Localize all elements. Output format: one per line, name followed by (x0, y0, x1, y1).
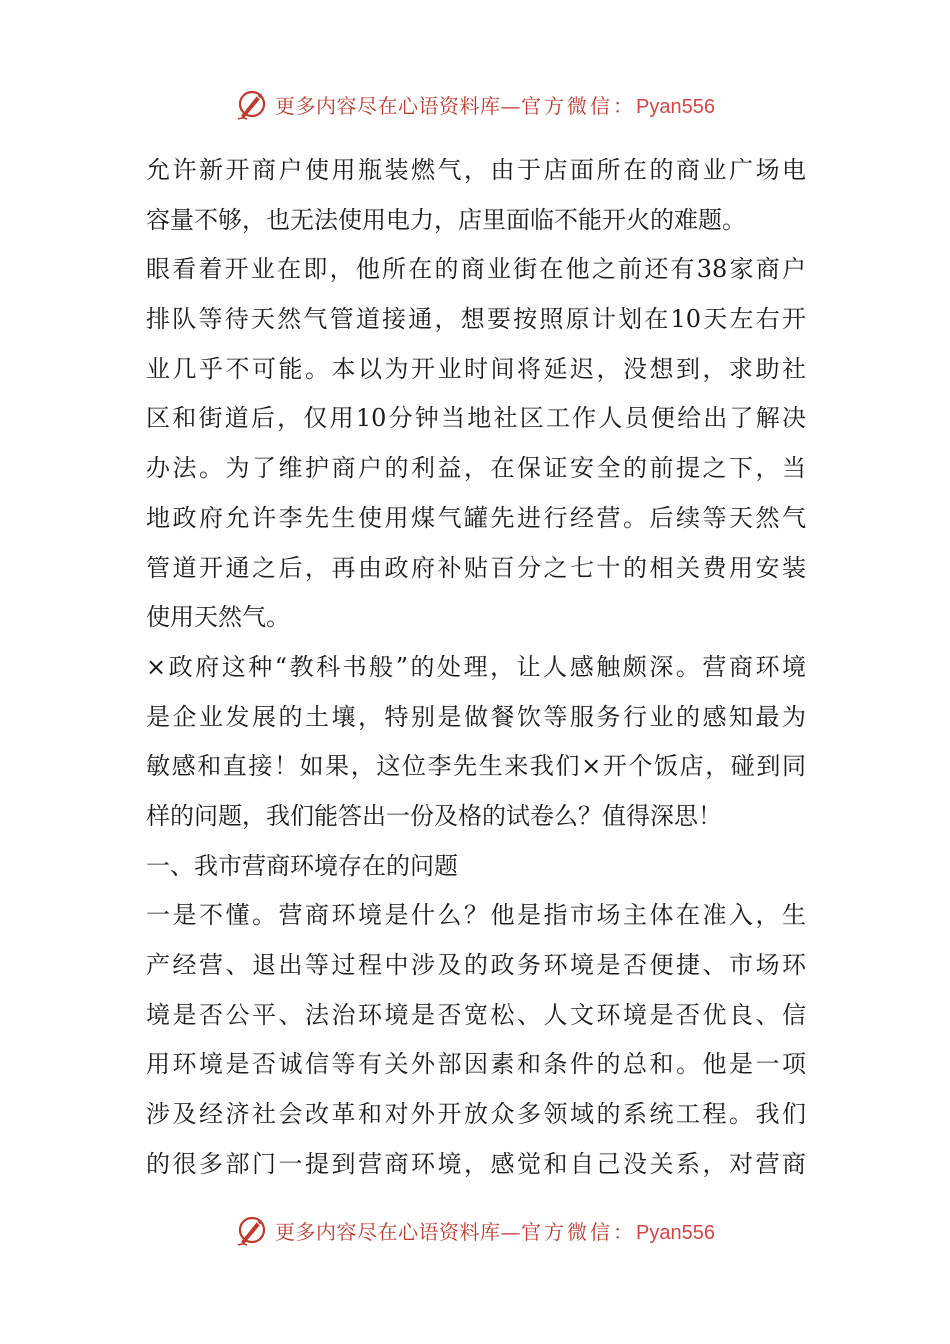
watermark-wechat-id: Pyan556 (636, 1221, 715, 1244)
watermark-wechat-id: Pyan556 (636, 95, 715, 118)
text-line: 办法。为了维护商户的利益，在保证安全的前提之下，当 (146, 454, 806, 483)
text-line: 管道开通之后，再由政府补贴百分之七十的相关费用安装 (146, 553, 806, 582)
text-line: 容量不够，也无法使用电力，店里面临不能开火的难题。 (146, 205, 746, 234)
text-line: 敏感和直接！如果，这位李先生来我们×开个饭店，碰到同 (146, 752, 806, 781)
text-line: 涉及经济社会改革和对外开放众多领域的系统工程。我们 (146, 1100, 806, 1129)
watermark-site-text: 更多内容尽在心语资料库 (275, 93, 501, 118)
text-line: 是企业发展的土壤，特别是做餐饮等服务行业的感知最为 (146, 702, 806, 731)
text-line: 产经营、退出等过程中涉及的政务环境是否便捷、市场环 (146, 951, 806, 979)
pen-circle-logo-icon (235, 86, 271, 122)
text-line: 地政府允许李先生使用煤气罐先进行经营。后续等天然气 (146, 503, 806, 532)
text-line: 眼看着开业在即，他所在的商业街在他之前还有38家商户 (146, 255, 806, 284)
watermark-wechat-label: 官方微信： (521, 93, 637, 118)
text-line: 境是否公平、法治环境是否宽松、人文环境是否优良、信 (146, 1000, 806, 1029)
watermark-dash: — (500, 1219, 522, 1244)
text-line: 的很多部门一提到营商环境，感觉和自己没关系，对营商 (146, 1149, 806, 1178)
pen-circle-logo-icon (235, 1212, 271, 1248)
header-watermark-banner (0, 84, 950, 124)
text-line: 允许新开商户使用瓶装燃气，由于店面所在的商业广场电 (146, 156, 806, 184)
watermark-text (275, 90, 715, 119)
text-line: 业几乎不可能。本以为开业时间将延迟，没想到，求助社 (146, 354, 806, 383)
text-line: ×政府这种“教科书般”的处理，让人感触颇深。营商环境 (146, 652, 806, 681)
watermark-dash: — (500, 93, 522, 118)
text-line: 一是不懂。营商环境是什么？他是指市场主体在准入，生 (146, 901, 806, 930)
watermark-wechat-label: 官方微信： (521, 1219, 637, 1244)
watermark-text (275, 1216, 715, 1245)
text-line: 样的问题，我们能答出一份及格的试卷么？值得深思！ (146, 801, 722, 830)
text-line: 用环境是否诚信等有关外部因素和条件的总和。他是一项 (146, 1050, 806, 1079)
text-line: 排队等待天然气管道接通，想要按照原计划在10天左右开 (146, 305, 806, 334)
text-line: 一、我市营商环境存在的问题 (146, 851, 458, 880)
text-line: 使用天然气。 (146, 603, 290, 632)
document-body (146, 146, 806, 1189)
text-line: 区和街道后，仅用10分钟当地社区工作人员便给出了解决 (146, 404, 806, 433)
watermark-site-text: 更多内容尽在心语资料库 (275, 1219, 501, 1244)
footer-watermark-banner (0, 1210, 950, 1250)
